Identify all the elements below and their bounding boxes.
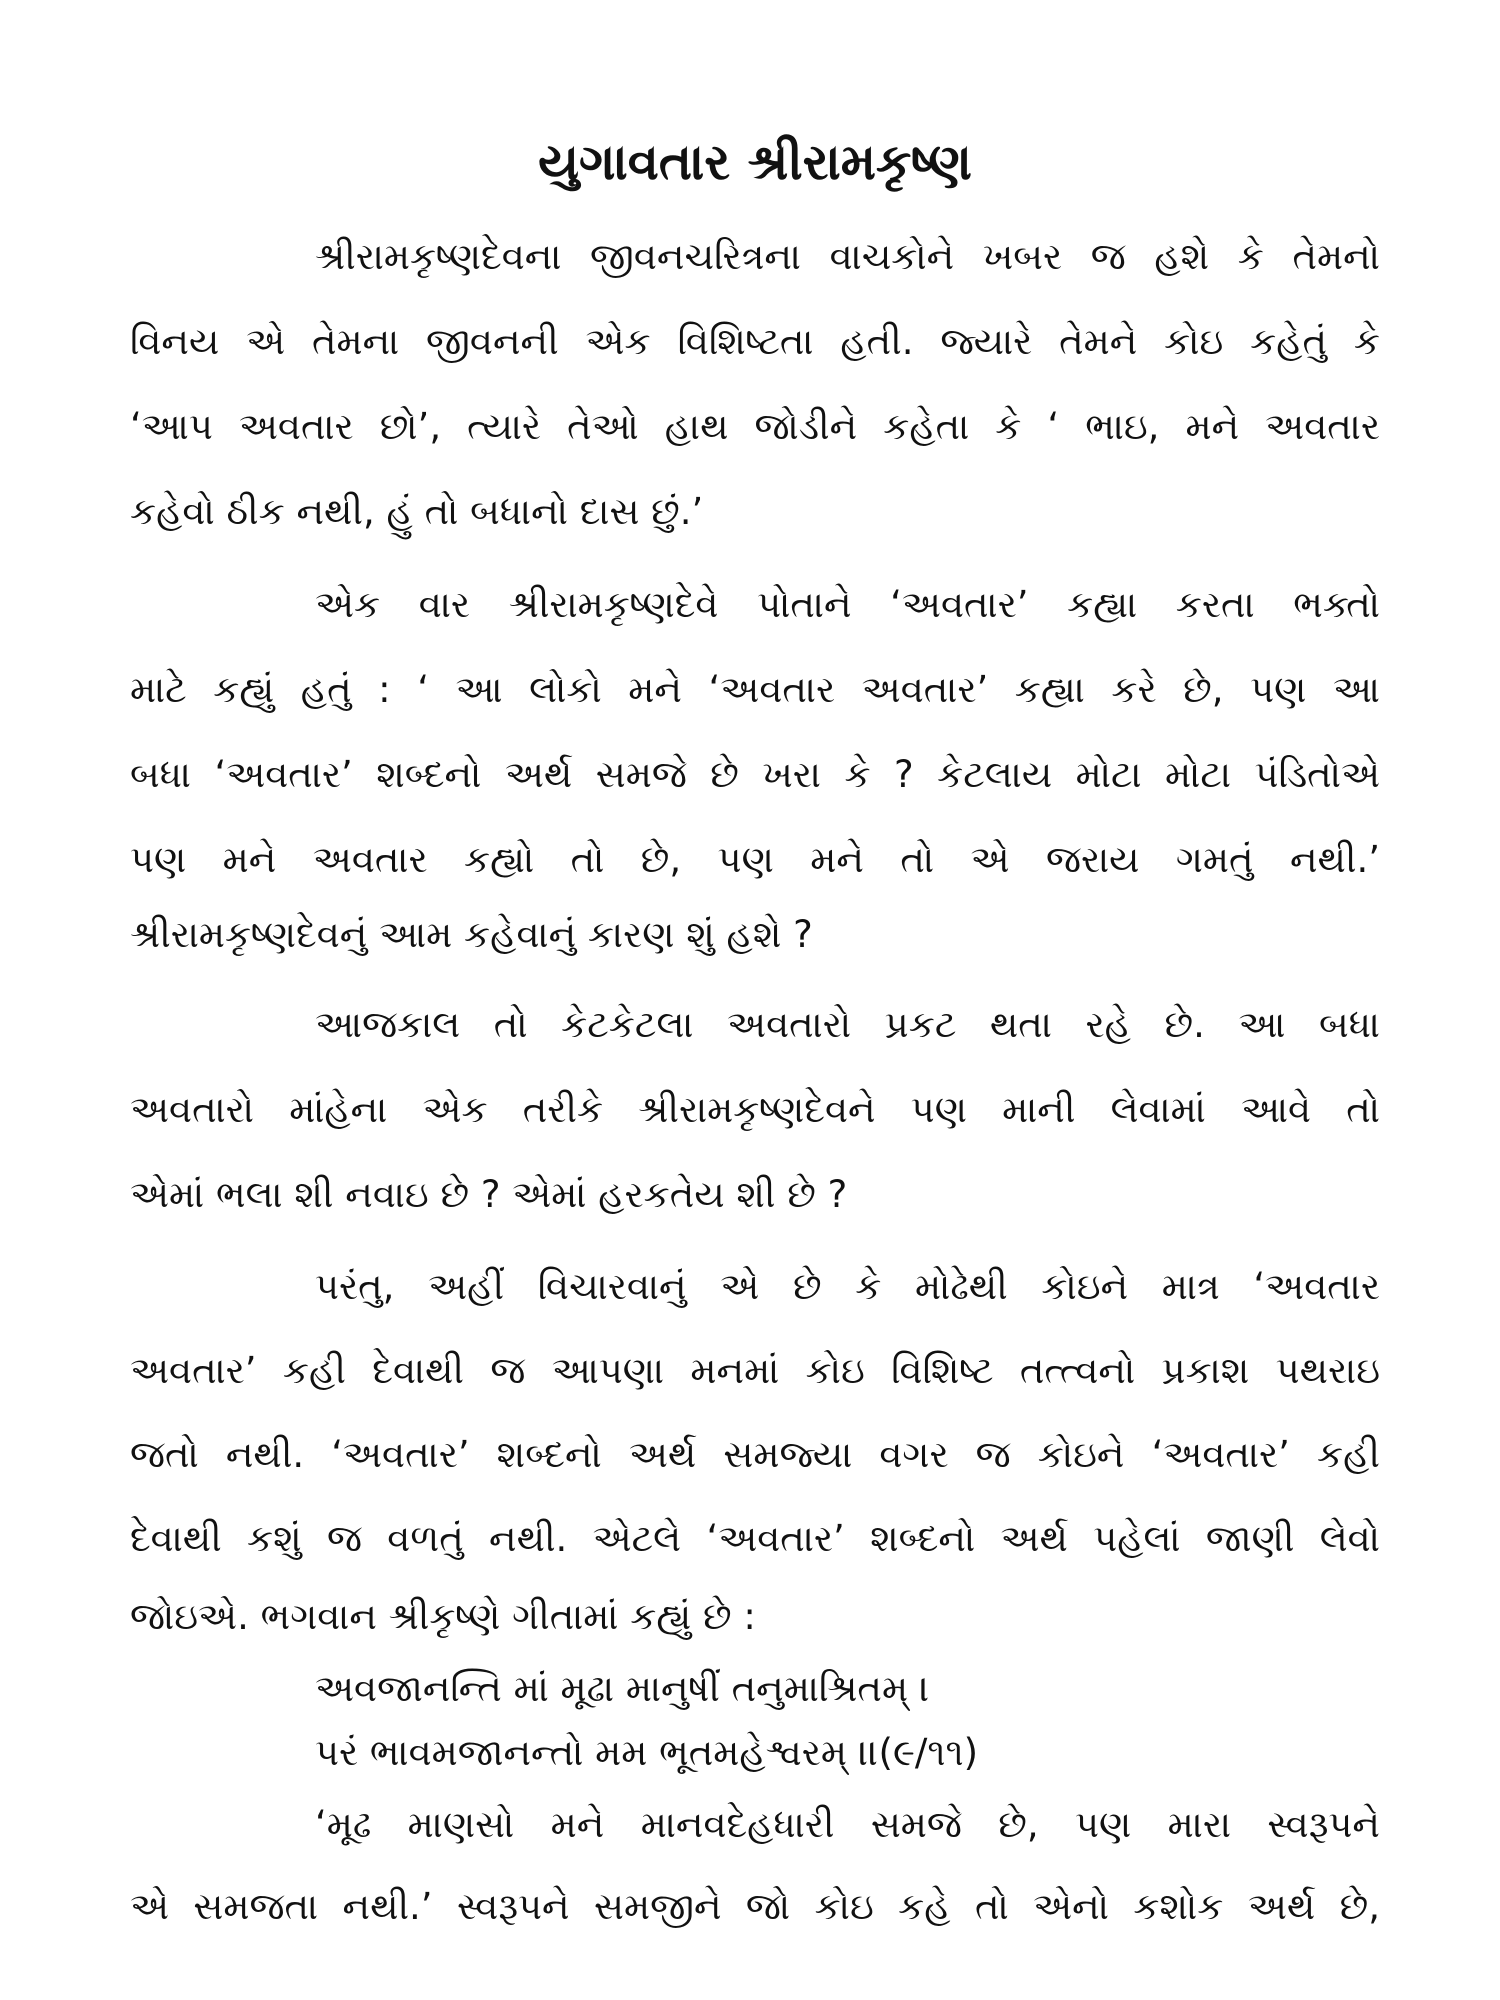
paragraph-1-line-2: વિનય એ તેમના જીવનની એક વિશિષ્ટતા હતી. જ્યારે તેમને કોઇ કહેતું કે [130, 320, 1380, 363]
page-title: યુગાવતાર શ્રીરામકૃષ્ણ [538, 133, 972, 191]
paragraph-1-line-4: કહેવો ઠીક નથી, હું તો બધાનો દાસ છું.’ [130, 490, 704, 533]
closing-line-1: ‘મૂઢ માણસો મને માનવદેહધારી સમજે છે, પણ મારા સ્વરૂપને [315, 1803, 1380, 1846]
paragraph-4-line-3: જતો નથી. ‘અવતાર’ શબ્દનો અર્થ સમજ્યા વગર જ કોઇને ‘અવતાર’ કહી [130, 1433, 1380, 1476]
paragraph-4-line-4: દેવાથી કશું જ વળતું નથી. એટલે ‘અવતાર’ શબ્દનો અર્થ પહેલાં જાણી લેવો [130, 1517, 1380, 1560]
paragraph-4-line-5: જોઇએ. ભગવાન શ્રીકૃષ્ણે ગીતામાં કહ્યું છે : [130, 1595, 756, 1638]
document-page [130, 0, 1380, 2000]
paragraph-2-line-3: બધા ‘અવતાર’ શબ્દનો અર્થ સમજે છે ખરા કે ? કેટલાય મોટા મોટા પંડિતોએ [130, 753, 1380, 796]
paragraph-2-line-2: માટે કહ્યું હતું : ‘ આ લોકો મને ‘અવતાર અવતાર’ કહ્યા કરે છે, પણ આ [130, 668, 1380, 711]
paragraph-4-line-1: પરંતુ, અહીં વિચારવાનું એ છે કે મોઢેથી કોઇને માત્ર ‘અવતાર [315, 1265, 1380, 1308]
paragraph-2-line-4: પણ મને અવતાર કહ્યો તો છે, પણ મને તો એ જરાય ગમતું નથી.’ [130, 838, 1380, 881]
paragraph-2-line-5: શ્રીરામકૃષ્ણદેવનું આમ કહેવાનું કારણ શું હશે ? [130, 913, 813, 956]
paragraph-3-line-1: આજકાલ તો કેટકેટલા અવતારો પ્રકટ થતા રહે છે. આ બધા [315, 1003, 1380, 1046]
paragraph-1-line-3: ‘આપ અવતાર છો’, ત્યારે તેઓ હાથ જોડીને કહેતા કે ‘ ભાઇ, મને અવતાર [130, 405, 1380, 448]
paragraph-1-line-1: શ્રીરામકૃષ્ણદેવના જીવનચરિત્રના વાચકોને ખબર જ હશે કે તેમનો [315, 235, 1380, 278]
paragraph-3-line-2: અવતારો માંહેના એક તરીકે શ્રીરામકૃષ્ણદેવને પણ માની લેવામાં આવે તો [130, 1088, 1380, 1131]
closing-line-2: એ સમજતા નથી.’ સ્વરૂપને સમજીને જો કોઇ કહે તો એનો કશોક અર્થ છે, [130, 1885, 1380, 1928]
paragraph-2-line-1: એક વાર શ્રીરામકૃષ્ણદેવે પોતાને ‘અવતાર’ કહ્યા કરતા ભક્તો [315, 583, 1380, 626]
verse-line-1: અવજાનન્તિ માં મૂઢા માનુષીં તનુમાશ્રિતમ્ । [315, 1667, 930, 1710]
paragraph-3-line-3: એમાં ભલા શી નવાઇ છે ? એમાં હરકતેય શી છે ? [130, 1173, 848, 1216]
verse-line-2: પરં ભાવમજાનન્તો મમ ભૂતમહેશ્વરમ્ ।।(૯/૧૧) [315, 1731, 979, 1774]
paragraph-4-line-2: અવતાર’ કહી દેવાથી જ આપણા મનમાં કોઇ વિશિષ્ટ તત્ત્વનો પ્રકાશ પથરાઇ [130, 1349, 1380, 1392]
